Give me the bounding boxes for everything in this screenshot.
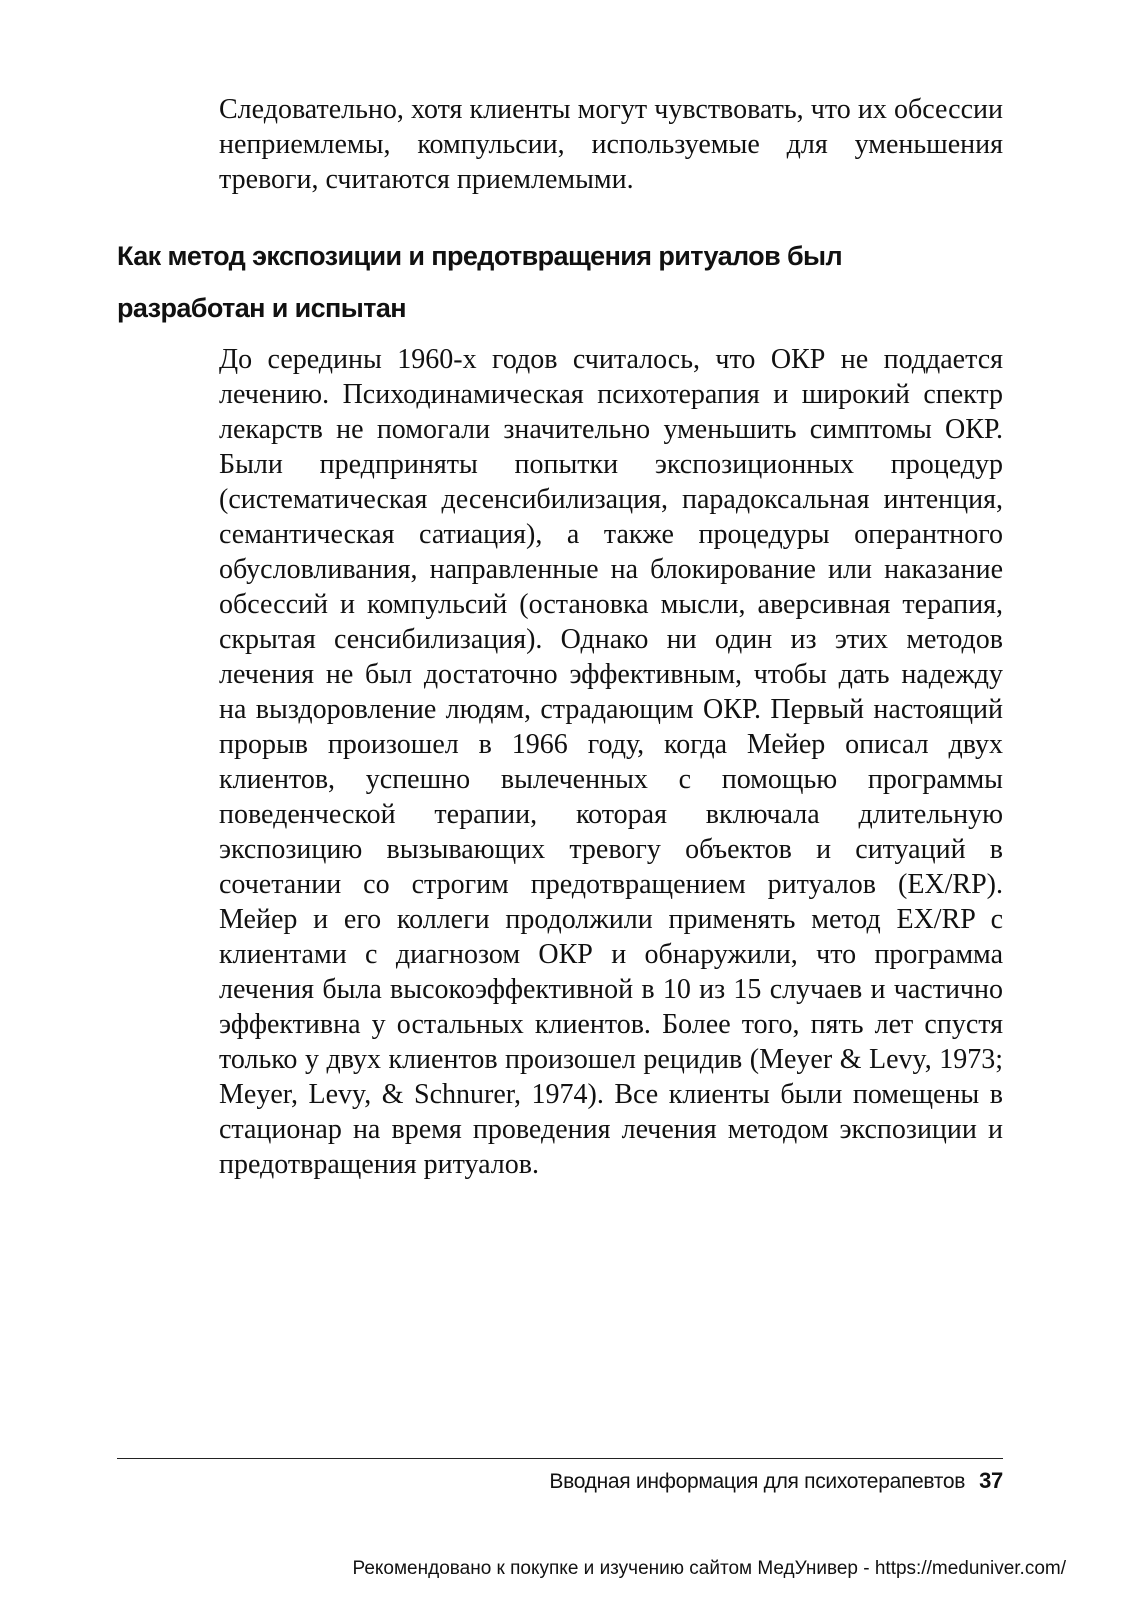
- page-number: 37: [979, 1468, 1003, 1493]
- footer-recommendation: Рекомендовано к покупке и изучению сайтом МедУнивер - https://meduniver.com/: [352, 1558, 1066, 1579]
- running-head-title: Вводная информация для психотерапевтов: [549, 1470, 966, 1493]
- footer-rule: [117, 1458, 1003, 1459]
- main-paragraph: До середины 1960-х годов считалось, что ОКР не поддается лечению. Психодинамическая психотерапия и широкий спектр лекарств не помогали значительно уменьшить симптомы ОКР. Были предприняты попытки экспозиционных процедур (систематическая десенсибилизация, парадоксальная интенция, семантическая сатиация), а также процедуры оперантного обусловливания, направленные на блокирование или наказание обсессий и компульсий (остановка мысли, аверсивная терапия, скрытая сенсибилизация). Однако ни один из этих методов лечения не был достаточно эффективным, чтобы дать надежду на выздоровление людям, страдающим ОКР. Первый настоящий прорыв произошел в 1966 году, когда Мейер описал двух клиентов, успешно вылеченных с помощью программы поведенческой терапии, которая включала длительную экспозицию вызывающих тревогу объектов и ситуаций в сочетании со строгим предотвращением ритуалов (EX/RP). Мейер и его коллеги продолжили применять метод EX/RP с клиентами с диагнозом ОКР и обнаружили, что программа лечения была высокоэффективной в 10 из 15 случаев и частично эффективна у остальных клиентов. Более того, пять лет спустя только у двух клиентов произошел рецидив (Meyer & Levy, 1973; Meyer, Levy, & Schnurer, 1974). Все клиенты были помещены в стационар на время проведения лечения методом экспозиции и предотвращения ритуалов.: [219, 344, 1003, 1180]
- section-heading-line-1: Как метод экспозиции и предотвращения ритуалов был: [117, 241, 843, 271]
- section-heading-line-2: разработан и испытан: [117, 293, 406, 323]
- intro-paragraph-text: Следовательно, хотя клиенты могут чувствовать, что их обсессии неприемлемы, компульсии, используемые для уменьшения тревоги, считаются приемлемыми.: [219, 94, 1003, 195]
- intro-paragraph: [219, 92, 1003, 197]
- running-head: [549, 1465, 1003, 1498]
- section-heading: [117, 230, 977, 334]
